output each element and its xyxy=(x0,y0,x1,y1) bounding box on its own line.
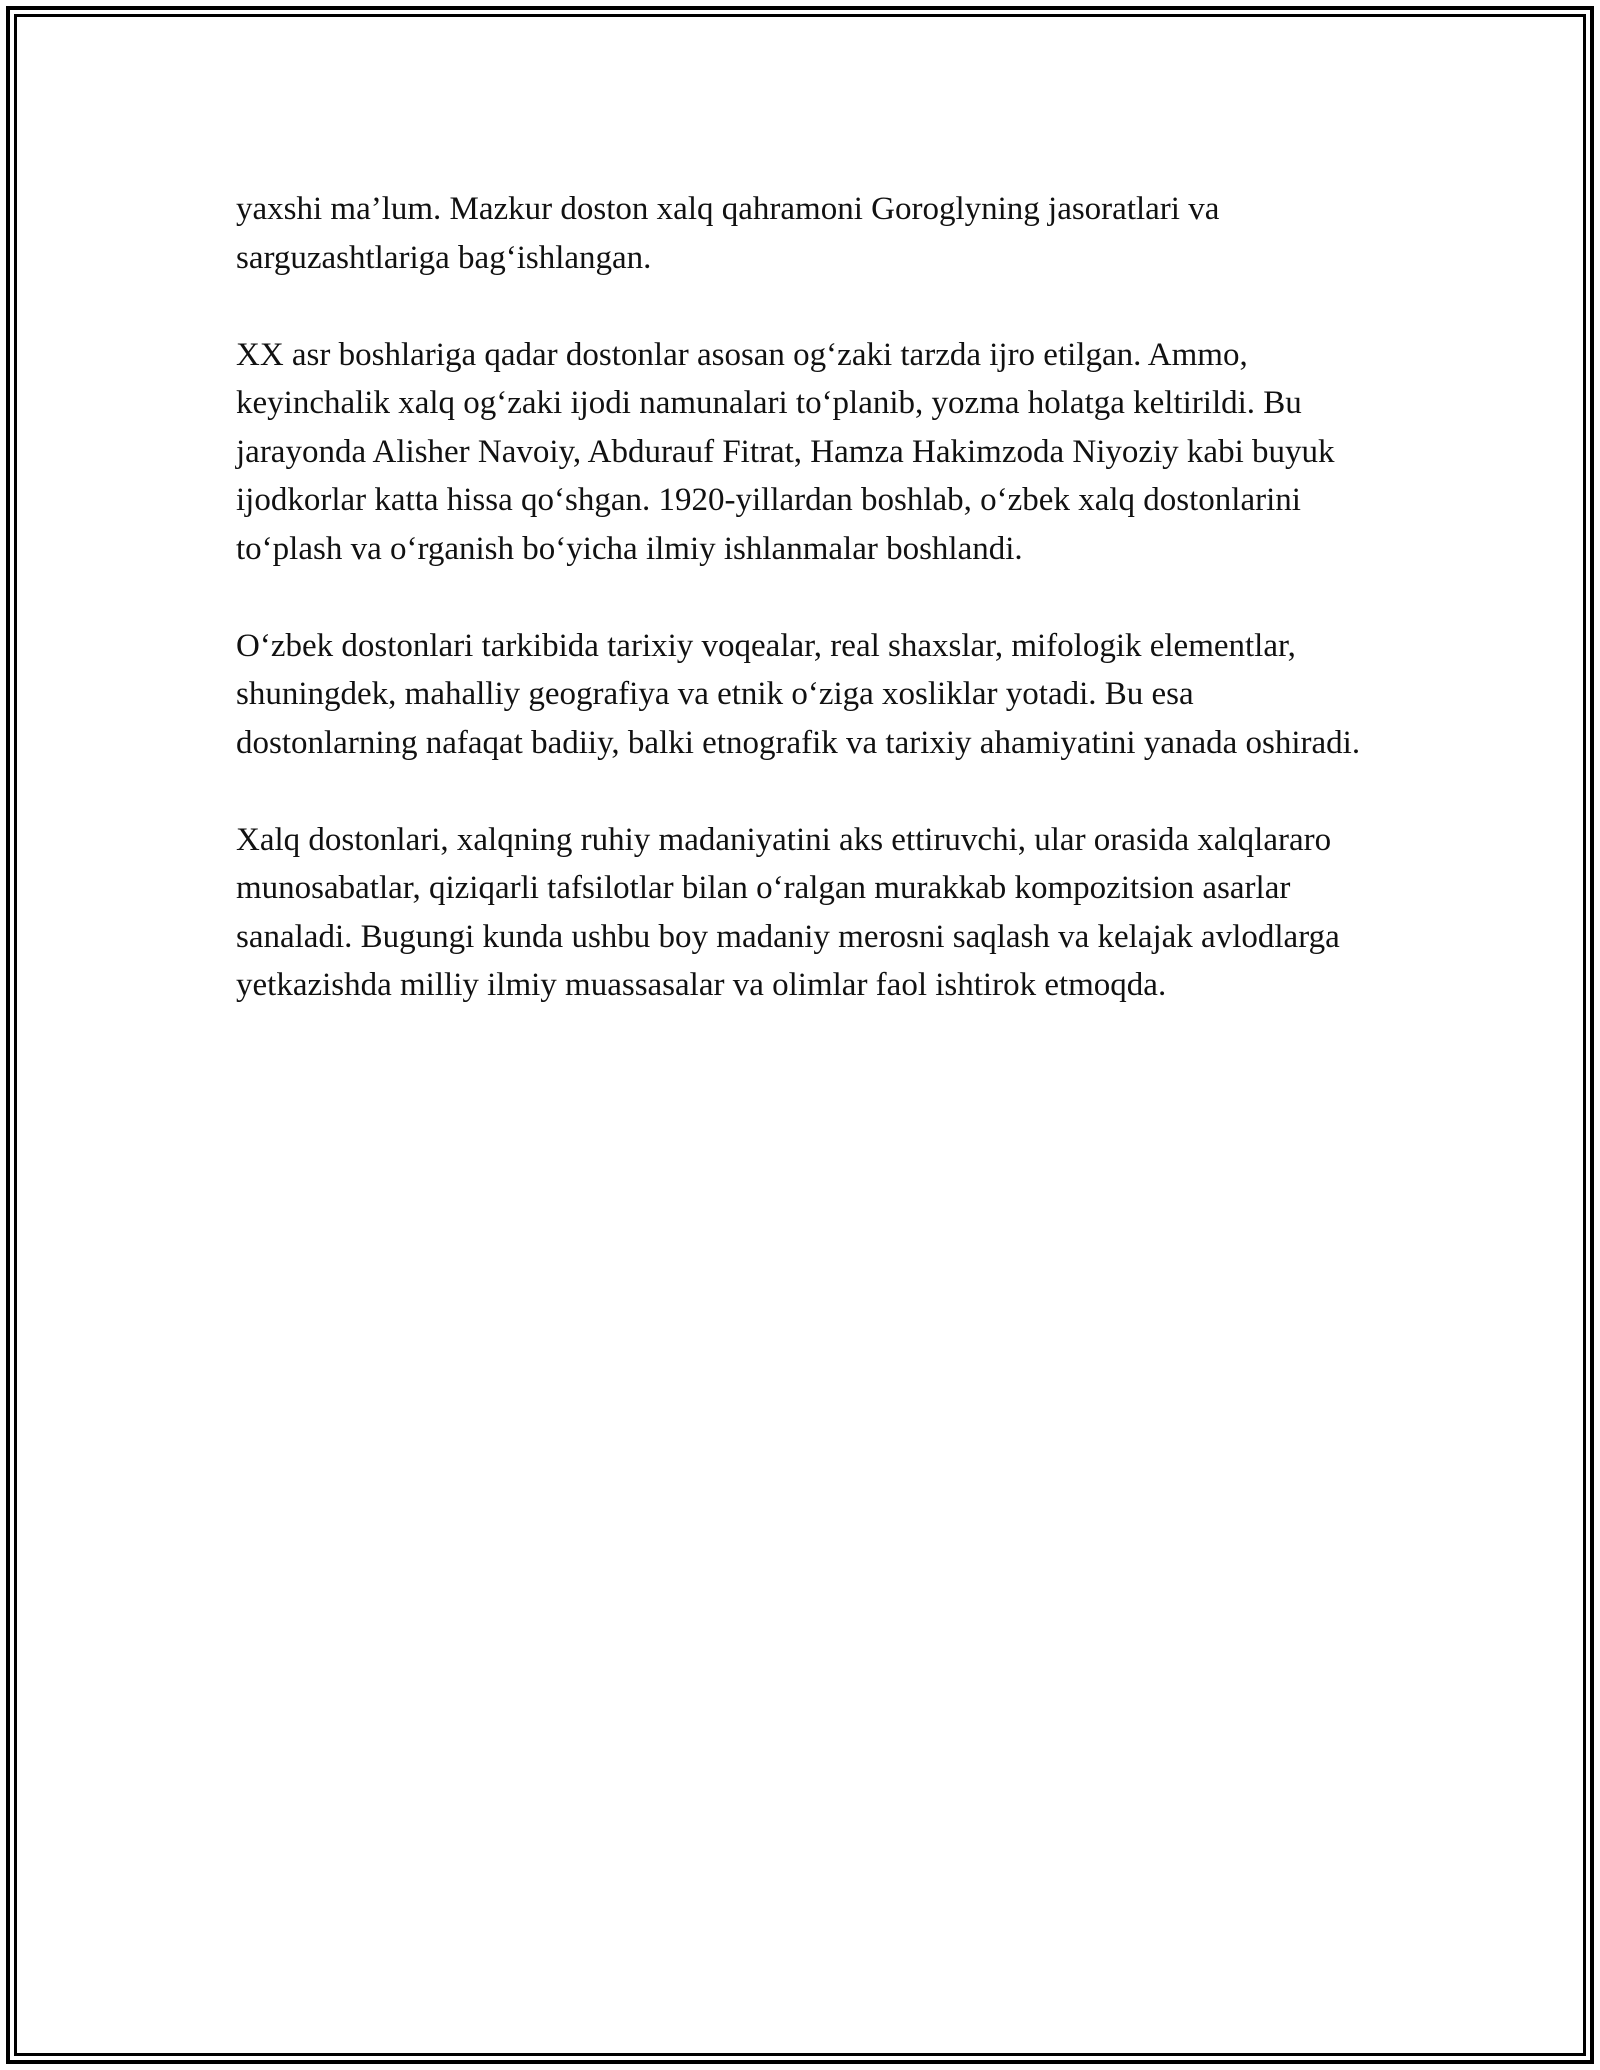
paragraph-4: Xalq dostonlari, xalqning ruhiy madaniyatini aks ettiruvchi, ular orasida xalqlararo munosabatlar, qiziqarli tafsilotlar bilan o‘ralgan murakkab kompozitsion asarlar sanaladi. Bugungi kunda ushbu boy madaniy merosni saqlash va kelajak avlodlarga yetkazishda milliy ilmiy muassasalar va olimlar faol ishtirok etmoqda. xyxy=(236,821,1340,1003)
paragraph-2: XX asr boshlariga qadar dostonlar asosan og‘zaki tarzda ijro etilgan. Ammo, keyinchalik xalq og‘zaki ijodi namunalari to‘planib, yozma holatga keltirildi. Bu jarayonda Alisher Navoiy, Abdurauf Fitrat, Hamza Hakimzoda Niyoziy kabi buyuk ijodkorlar katta hissa qo‘shgan. 1920-yillardan boshlab, o‘zbek xalq dostonlarini to‘plash va o‘rganish bo‘yicha ilmiy ishlanmalar boshlandi. xyxy=(236,336,1335,567)
paragraph-1: yaxshi ma’lum. Mazkur doston xalq qahramoni Goroglyning jasoratlari va sarguzashtlariga bag‘ishlangan. xyxy=(236,191,1220,276)
paragraph-3: O‘zbek dostonlari tarkibida tarixiy voqealar, real shaxslar, mifologik elementlar, shuningdek, mahalliy geografiya va etnik o‘ziga xosliklar yotadi. Bu esa dostonlarning nafaqat badiiy, balki etnografik va tarixiy ahamiyatini yanada oshiradi. xyxy=(236,627,1361,761)
document-body xyxy=(236,185,1376,1058)
